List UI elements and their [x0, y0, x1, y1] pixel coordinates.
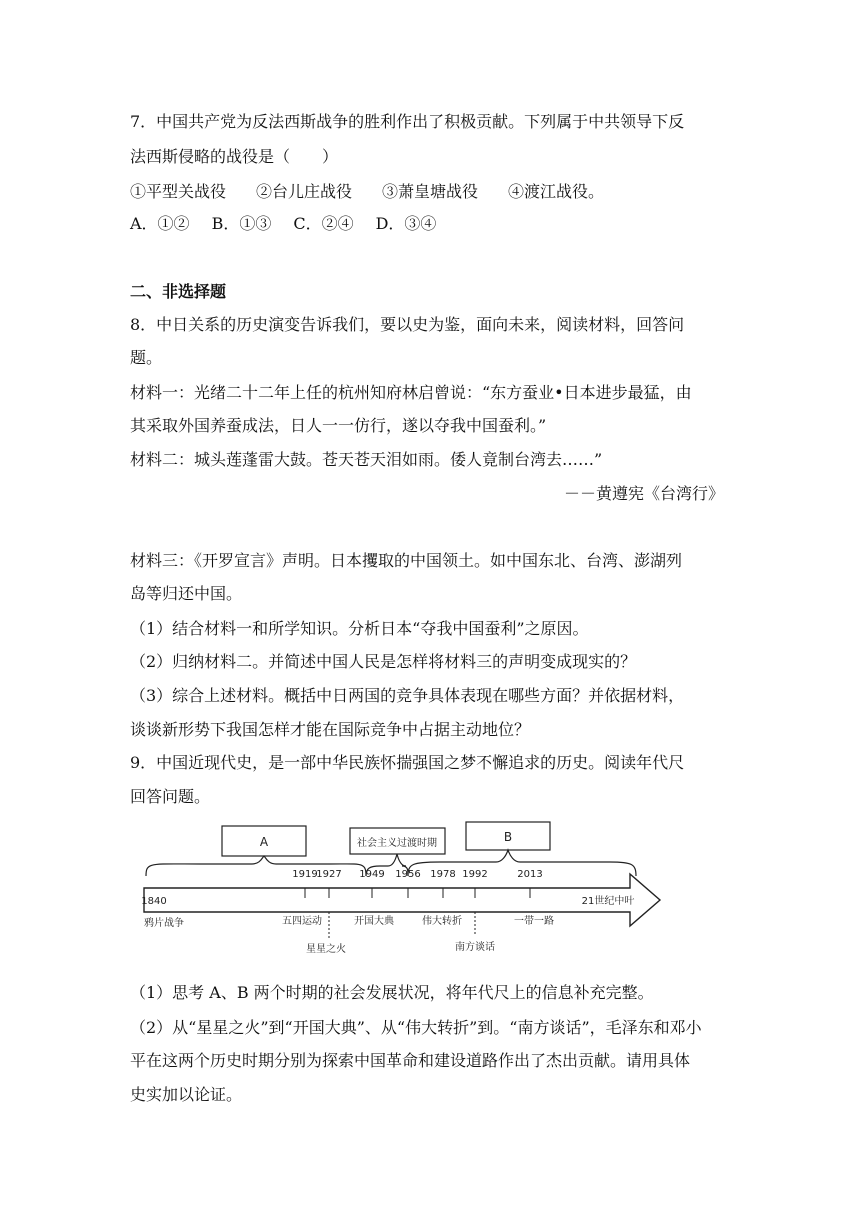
q8-sub1: （1）结合材料一和所学知识。分析日本“夺我中国蚕利”之原因。 — [130, 619, 589, 638]
q7-choice-b: B．①③ — [211, 214, 272, 233]
q8-material1-line1: 材料一：光绪二十二年上任的杭州知府林启曾说：“东方蚕业•日本进步最猛，由 — [130, 383, 692, 402]
year-2013: 2013 — [517, 869, 543, 880]
q8-material2-line1: 材料二：城头莲蓬雷大鼓。苍天苍天泪如雨。倭人竟制台湾去……” — [130, 450, 603, 469]
q8-material3-line1: 材料三：《开罗宣言》声明。日本攫取的中国领土。如中国东北、台湾、澎湖列 — [130, 551, 683, 570]
year-1927: 1927 — [316, 869, 342, 880]
event-belt-and-road: 一带一路 — [514, 916, 554, 927]
q9-sub2-line1: （2）从“星星之火”到“开国大典”、从“伟大转折”到。“南方谈话”，毛泽东和邓小 — [130, 1018, 702, 1037]
event-single-spark: 星星之火 — [306, 944, 346, 955]
event-southern-tour: 南方谈话 — [455, 942, 495, 953]
year-1978: 1978 — [430, 869, 456, 880]
q8-material2-source: －－黄遵宪《台湾行》 — [563, 484, 724, 503]
box-b-label: B — [503, 830, 513, 844]
q8-sub3-line2: 谈谈新形势下我国怎样才能在国际竞争中占据主动地位？ — [130, 720, 531, 739]
year-1919: 1919 — [292, 869, 318, 880]
q8-material1-line2: 其采取外国养蚕成法，日人一一仿行，遂以夺我中国蚕利。” — [130, 416, 547, 435]
year-1949: 1949 — [359, 869, 385, 880]
event-great-turn: 伟大转折 — [422, 916, 462, 927]
timeline-figure — [140, 818, 665, 968]
q9-sub1: （1）思考 A、B 两个时期的社会发展状况，将年代尺上的信息补充完整。 — [130, 983, 654, 1002]
event-founding-ceremony: 开国大典 — [354, 916, 394, 927]
year-1840: 1840 — [141, 896, 167, 907]
q8-sub2: （2）归纳材料二。并简述中国人民是怎样将材料三的声明变成现实的？ — [130, 652, 637, 671]
q7-stem-line2: 法西斯侵略的战役是（ ） — [130, 147, 339, 166]
q9-sub2-line3: 史实加以论证。 — [130, 1085, 243, 1104]
q7-item-1: ①平型关战役 — [130, 182, 227, 201]
q8-material3-line2: 岛等归还中国。 — [130, 584, 243, 603]
q7-choice-d: D．③④ — [375, 214, 437, 233]
q9-stem-line1: 9．中国近现代史，是一部中华民族怀揣强国之梦不懈追求的历史。阅读年代尺 — [130, 753, 685, 772]
q8-stem-line2: 题。 — [130, 348, 163, 367]
year-mid-21st-century: 21世纪中叶 — [581, 896, 635, 907]
event-may-fourth: 五四运动 — [282, 916, 322, 927]
q7-choice-c: C．②④ — [293, 214, 354, 233]
box-transition-label: 社会主义过渡时期 — [357, 838, 437, 849]
q7-item-3: ③萧皇塘战役 — [382, 182, 479, 201]
q9-sub2-line2: 平在这两个历史时期分别为探索中国革命和建设道路作出了杰出贡献。请用具体 — [130, 1051, 691, 1070]
q7-items — [130, 181, 634, 203]
section-title: 二、非选择题 — [130, 282, 227, 301]
box-a-label: A — [259, 835, 269, 849]
q7-stem-line1: 7．中国共产党为反法西斯战争的胜利作出了积极贡献。下列属于中共领导下反 — [130, 112, 685, 131]
year-1992: 1992 — [462, 869, 488, 880]
q7-item-4: ④渡江战役。 — [508, 182, 605, 201]
q8-sub3-line1: （3）综合上述材料。概括中日两国的竞争具体表现在哪些方面？并依据材料， — [130, 686, 685, 705]
q9-stem-line2: 回答问题。 — [130, 787, 211, 806]
event-opium-war: 鸦片战争 — [144, 918, 184, 929]
q8-stem-line1: 8．中日关系的历史演变告诉我们，要以史为鉴，面向未来，阅读材料，回答问 — [130, 315, 685, 334]
q7-item-2: ②台儿庄战役 — [256, 182, 353, 201]
q7-choices — [130, 213, 458, 235]
q7-choice-a: A．①② — [130, 214, 190, 233]
year-1956: 1956 — [395, 869, 421, 880]
